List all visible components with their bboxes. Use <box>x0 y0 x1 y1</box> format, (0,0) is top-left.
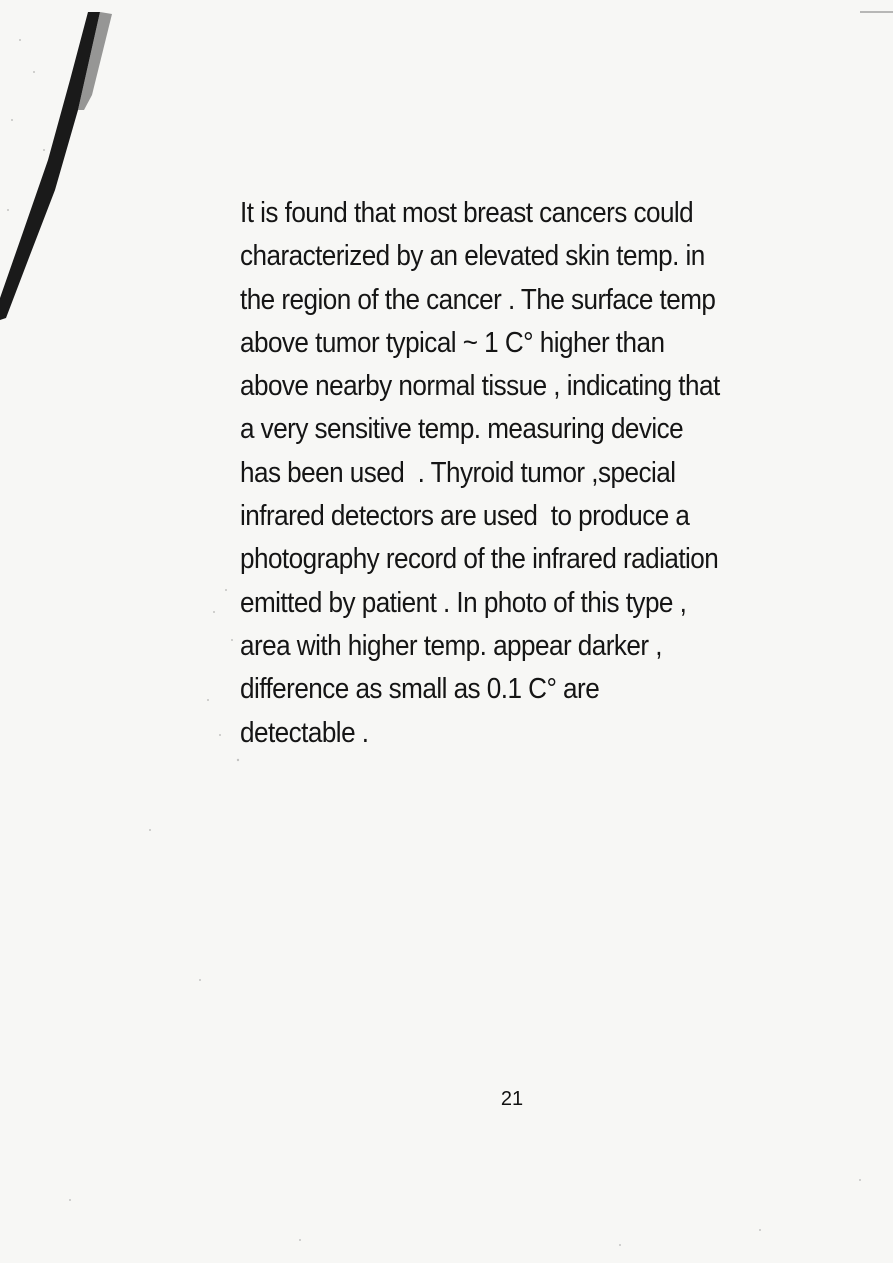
paragraph-line: area with higher temp. appear darker , <box>240 629 662 662</box>
page-number: 21 <box>500 1088 524 1110</box>
paragraph-line: above nearby normal tissue , indicating that <box>240 370 720 403</box>
paragraph-line: difference as small as 0.1 C° are <box>240 673 600 706</box>
body-paragraph <box>240 192 800 755</box>
paragraph-line: infrared detectors are used to produce a <box>240 500 690 533</box>
paragraph-line: detectable . <box>240 716 369 749</box>
paragraph-line: above tumor typical ~ 1 C° higher than <box>240 326 665 359</box>
paragraph-line: photography record of the infrared radiation <box>240 543 719 576</box>
paragraph-line: characterized by an elevated skin temp. in <box>240 240 705 273</box>
paragraph-line: a very sensitive temp. measuring device <box>240 413 684 446</box>
paragraph-line: the region of the cancer . The surface temp <box>240 283 716 316</box>
paragraph-line: emitted by patient . In photo of this type , <box>240 586 687 619</box>
paragraph-line: It is found that most breast cancers could <box>240 197 694 229</box>
paragraph-line: has been used . Thyroid tumor ,special <box>240 456 676 489</box>
